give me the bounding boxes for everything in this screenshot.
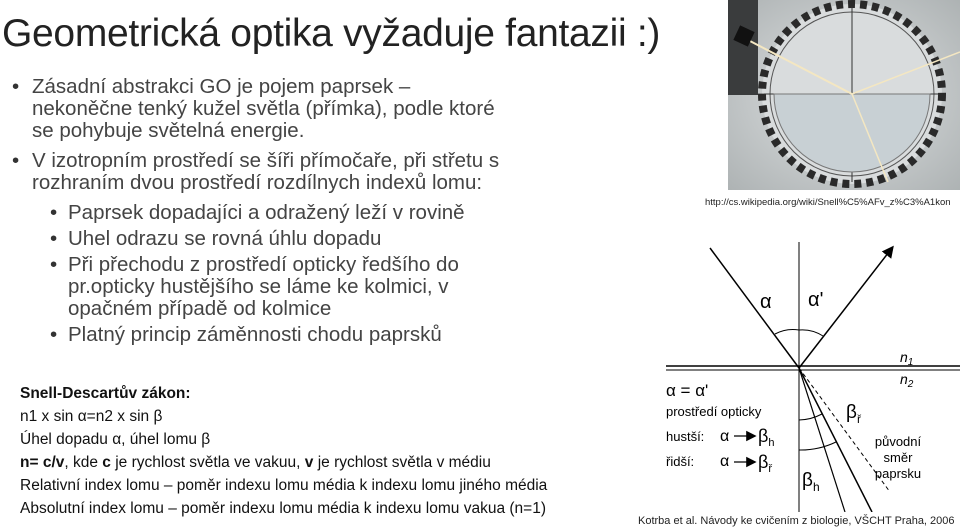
- beta-r-angle-label: $\beta_ř$: [846, 402, 861, 426]
- refraction-photo: [728, 0, 960, 190]
- bullet-item: • V izotropním prostředí se šíři přímočaře, při střetu s rozhraním dvou prostředí rozdílnych indexů lomu:: [10, 150, 510, 194]
- v-label: v: [304, 454, 314, 471]
- bullet-list: [10, 76, 510, 350]
- absolute-index: Absolutní index lomu – poměr indexu lomu média k indexu lomu vakua (n=1): [20, 500, 546, 517]
- medium-label: prostředí opticky: [666, 404, 762, 419]
- snell-heading: Snell-Descartův zákon:: [20, 385, 191, 402]
- rarer-label: řidší:: [666, 454, 695, 469]
- alpha-label: α: [760, 291, 772, 313]
- protractor-photo-graphic: [728, 0, 960, 190]
- rarer-beta: $\beta_ř$: [758, 452, 773, 475]
- page-title: Geometrická optika vyžaduje fantazii :): [2, 12, 661, 55]
- diagram-caption: Kotrba et al. Návody ke cvičením z biologie, VŠCHT Praha, 2006: [638, 515, 955, 527]
- snell-n-definition: [20, 451, 620, 474]
- c-label: c: [102, 454, 111, 471]
- snell-law-block: [20, 382, 620, 520]
- original-direction-3: paprsku: [874, 466, 922, 481]
- subbullet-item: • Uhel odrazu se rovná úhlu dopadu: [10, 228, 510, 250]
- reflection-equation: α = α': [666, 381, 709, 400]
- n-label: n= c/v: [20, 454, 65, 471]
- subbullet-item: • Paprsek dopadajíci a odražený leží v rovině: [10, 202, 510, 224]
- denser-alpha: α: [720, 428, 730, 445]
- rarer-alpha: α: [720, 453, 730, 470]
- n2-label: $n_2$: [900, 371, 914, 390]
- subbullet-item: • Při přechodu z prostředí opticky ředšího do pr.opticky hustějšího se láme ke kolmici, v opačném případě od kolmice: [10, 254, 510, 320]
- n1-label: $n_1$: [900, 349, 914, 368]
- v-end-text: je rychlost světla v médiu: [313, 454, 491, 471]
- alpha-prime-label: α': [808, 289, 824, 311]
- n-mid-text: , kde: [64, 454, 103, 471]
- refraction-diagram: [660, 236, 960, 512]
- photo-caption: http://cs.wikipedia.org/wiki/Snell%C5%AFv_z%C3%A1kon: [705, 197, 951, 208]
- beta-h-angle-label: $\beta_h$: [802, 470, 820, 494]
- subbullet-item: • Platný princip záměnnosti chodu paprsků: [10, 324, 510, 346]
- subbullet-list: [10, 202, 510, 346]
- bullet-item: • Zásadní abstrakci GO je pojem paprsek – nekoněčne tenký kužel světla (přímka), podle ktoré se pohybuje světelná energie.: [10, 76, 510, 142]
- snell-formula: n1 x sin α=n2 x sin β: [20, 408, 163, 425]
- original-direction-2: směr: [883, 450, 913, 465]
- refraction-diagram-graphic: [660, 236, 960, 512]
- original-direction-1: původní: [874, 434, 922, 449]
- snell-angles: Úhel dopadu α, úhel lomu β: [20, 431, 211, 448]
- relative-index: Relativní index lomu – poměr indexu lomu média k indexu lomu jiného média: [20, 477, 548, 494]
- c-mid-text: je rychlost světla ve vakuu,: [110, 454, 305, 471]
- denser-label: hustší:: [666, 429, 705, 444]
- denser-beta: $\beta_h$: [758, 426, 775, 449]
